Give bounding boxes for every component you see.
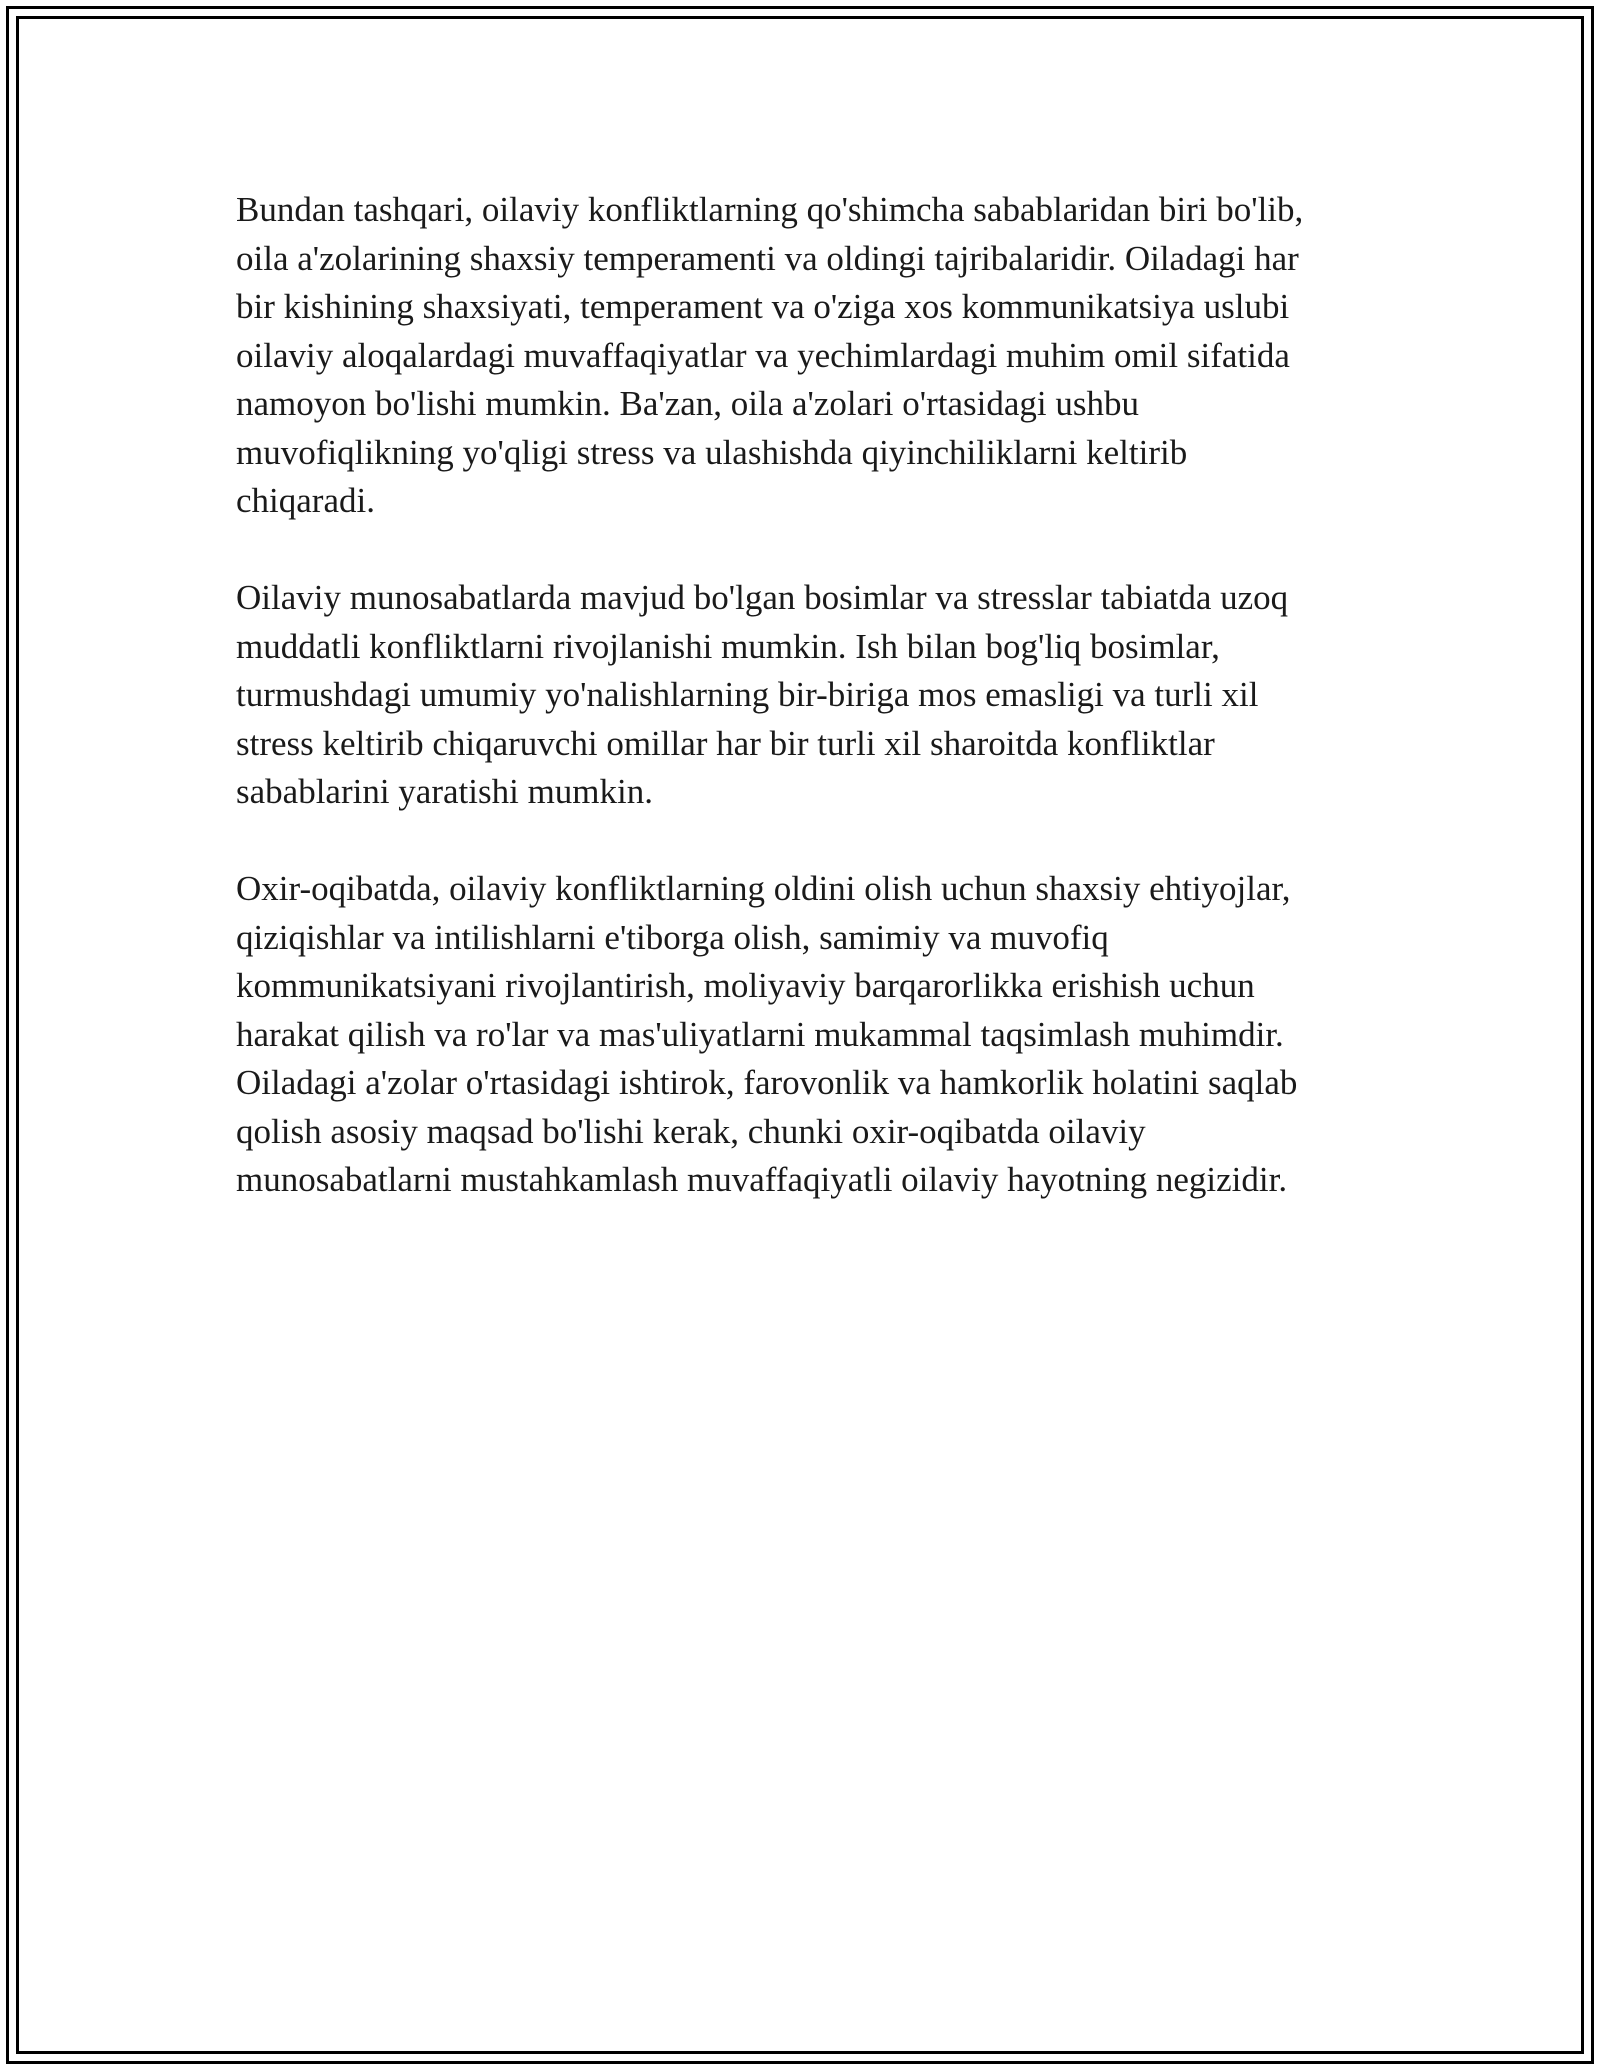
paragraph-line: Oiladagi a'zolar o'rtasidagi ishtirok, farovonlik va hamkorlik holatini saqlab	[236, 1063, 1298, 1102]
paragraph-line: sabablarini yaratishi mumkin.	[236, 772, 653, 811]
paragraph-line: qolish asosiy maqsad bo'lishi kerak, chunki oxir-oqibatda oilaviy	[236, 1111, 1146, 1151]
paragraph-line: Bundan tashqari, oilaviy konfliktlarning qo'shimcha sabablaridan biri bo'lib,	[236, 190, 1304, 229]
paragraph-line: Oxir-oqibatda, oilaviy konfliktlarning oldini olish uchun shaxsiy ehtiyojlar,	[236, 869, 1291, 908]
paragraph-line: muvofiqlikning yo'qligi stress va ulashishda qiyinchiliklarni keltirib	[236, 432, 1188, 472]
paragraph-line: Oilaviy munosabatlarda mavjud bo'lgan bosimlar va stresslar tabiatda uzoq	[236, 578, 1289, 617]
paragraph-line: stress keltirib chiqaruvchi omillar har bir turli xil sharoitda konfliktlar	[236, 723, 1215, 763]
paragraph-line: turmushdagi umumiy yo'nalishlarning bir-biriga mos emasligi va turli xil	[236, 675, 1259, 714]
paragraph-3	[236, 865, 1366, 1205]
paragraph-line: chiqaradi.	[236, 481, 375, 520]
document-body	[236, 186, 1366, 1253]
paragraph-line: namoyon bo'lishi mumkin. Ba'zan, oila a'zolari o'rtasidagi ushbu	[236, 384, 1139, 423]
paragraph-line: munosabatlarni mustahkamlash muvaffaqiyatli oilaviy hayotning negizidir.	[236, 1160, 1288, 1199]
paragraph-2	[236, 574, 1366, 817]
paragraph-line: kommunikatsiyani rivojlantirish, moliyaviy barqarorlikka erishish uchun	[236, 966, 1255, 1005]
paragraph-line: qiziqishlar va intilishlarni e'tiborga olish, samimiy va muvofiq	[236, 917, 1109, 957]
paragraph-line: harakat qilish va ro'lar va mas'uliyatlarni mukammal taqsimlash muhimdir.	[236, 1014, 1284, 1054]
paragraph-1	[236, 186, 1366, 526]
paragraph-line: oila a'zolarining shaxsiy temperamenti va oldingi tajribalaridir. Oiladagi har	[236, 238, 1299, 278]
paragraph-line: oilaviy aloqalardagi muvaffaqiyatlar va yechimlardagi muhim omil sifatida	[236, 335, 1290, 375]
paragraph-line: muddatli konfliktlarni rivojlanishi mumkin. Ish bilan bog'liq bosimlar,	[236, 626, 1220, 666]
paragraph-line: bir kishining shaxsiyati, temperament va o'ziga xos kommunikatsiya uslubi	[236, 287, 1290, 326]
